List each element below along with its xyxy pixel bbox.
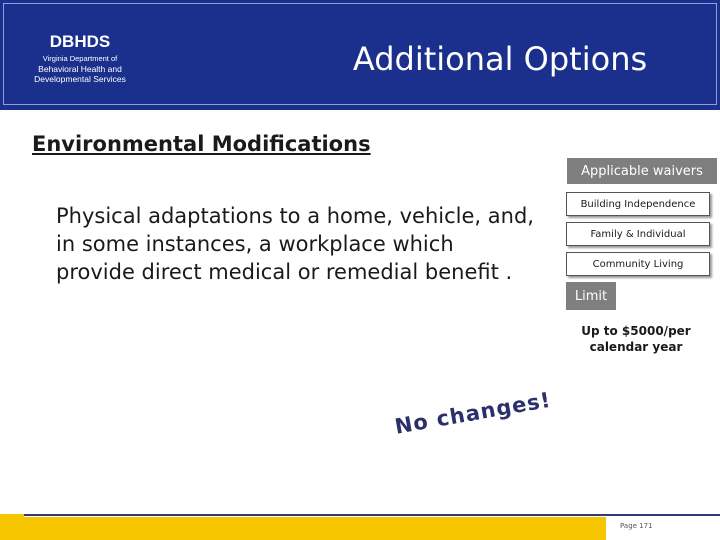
waiver-building-independence: Building Independence <box>566 192 710 216</box>
limit-label: Limit <box>566 282 616 310</box>
logo-subtitle-line2: Behavioral Health and <box>38 64 122 74</box>
logo-title: DBHDS <box>49 32 111 51</box>
section-title: Environmental Modifications <box>32 132 371 156</box>
footer-accent-bar <box>0 517 606 540</box>
logo-subtitle <box>0 54 160 84</box>
page-number: Page 171 <box>620 522 653 530</box>
limit-value <box>566 323 706 355</box>
footer-divider <box>24 514 720 516</box>
header-banner <box>0 0 720 110</box>
logo-subtitle-line1: Virginia Department of <box>42 54 118 63</box>
logo-subtitle-line3: Developmental Services <box>34 74 126 84</box>
limit-value-line2: calendar year <box>589 340 683 354</box>
slide-title: Additional Options <box>352 40 648 78</box>
waiver-community-living: Community Living <box>566 252 710 276</box>
waivers-header: Applicable waivers <box>567 158 717 184</box>
no-changes-stamp: No changes! <box>392 387 553 439</box>
limit-value-line1: Up to $5000/per <box>581 324 691 338</box>
description-text: Physical adaptations to a home, vehicle, and, in some instances, a workplace which provide direct medical or remedial benefit . <box>56 204 534 284</box>
waiver-family-individual: Family & Individual <box>566 222 710 246</box>
